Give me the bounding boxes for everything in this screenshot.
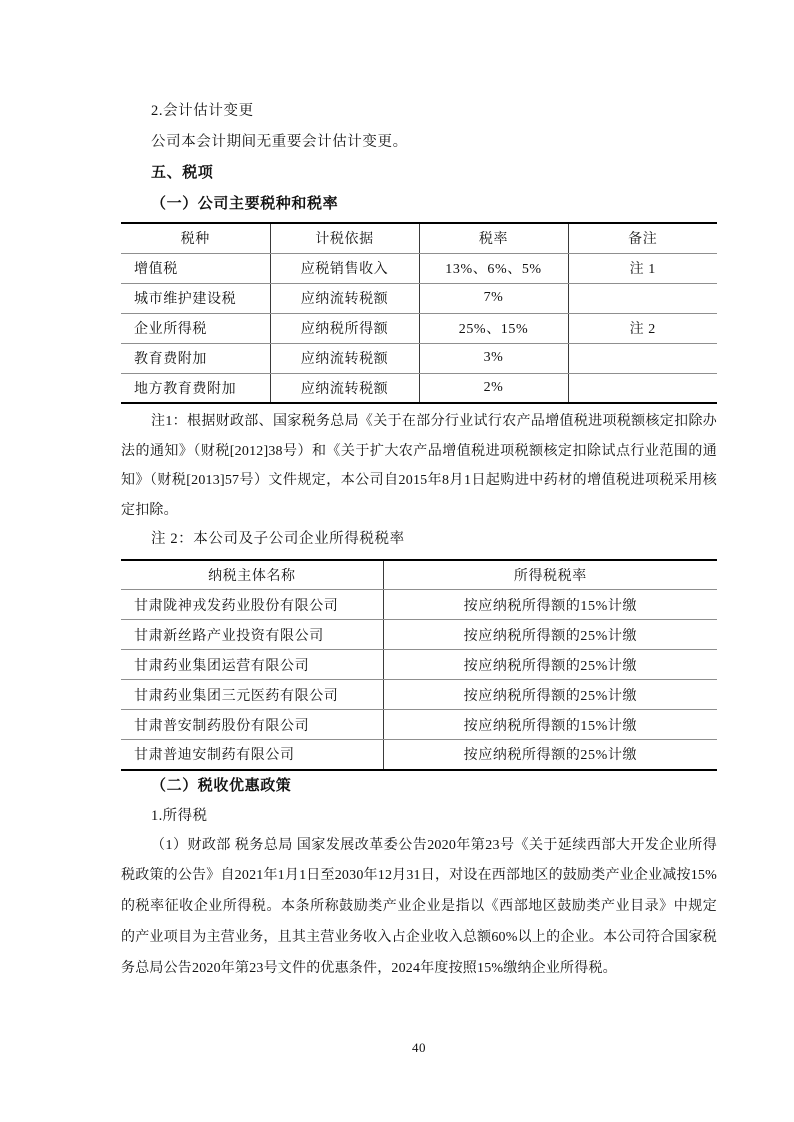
table-cell	[568, 373, 717, 403]
table-cell: 应纳流转税额	[270, 343, 419, 373]
table-cell: 注 2	[568, 313, 717, 343]
table-cell: 按应纳税所得额的25%计缴	[383, 680, 717, 710]
table-cell: 按应纳税所得额的15%计缴	[383, 710, 717, 740]
section-title-taxes: 五、税项	[151, 165, 214, 181]
table-cell: 按应纳税所得额的25%计缴	[383, 650, 717, 680]
table-cell: 应纳税所得额	[270, 313, 419, 343]
table-cell: 甘肃新丝路产业投资有限公司	[121, 620, 383, 650]
table-cell: 注 1	[568, 253, 717, 283]
table-row	[121, 740, 717, 770]
item-title-income-tax: 1.所得税	[151, 807, 208, 824]
table-cell: 2%	[419, 373, 568, 403]
table-cell: 城市维护建设税	[121, 283, 270, 313]
tax-rate-table	[121, 222, 717, 404]
income-tax-table-header-row	[121, 560, 717, 590]
table-cell: 甘肃药业集团运营有限公司	[121, 650, 383, 680]
table-row	[121, 620, 717, 650]
page-number: 40	[412, 1040, 426, 1055]
table-cell: 甘肃药业集团三元医药有限公司	[121, 680, 383, 710]
subsection-title-tax-incentives: （二）税收优惠政策	[151, 777, 292, 794]
note1-paragraph: 注1：根据财政部、国家税务总局《关于在部分行业试行农产品增值税进项税额核定扣除办法的通知》（财税[2012]38号）和《关于扩大农产品增值税进项税额核定扣除试点行业范围的通知》（财税[2013]57号）文件规定，本公司自2015年8月1日起购进中药材的增值税进项税采用核定扣除。	[121, 414, 717, 518]
header-cell-income-tax-rate: 所得税税率	[383, 560, 717, 590]
table-cell	[568, 343, 717, 373]
table-cell: 应纳流转税额	[270, 283, 419, 313]
table-row	[121, 343, 717, 373]
header-cell-remark: 备注	[568, 223, 717, 253]
table-cell: 按应纳税所得额的25%计缴	[383, 740, 717, 770]
table-cell: 25%、15%	[419, 313, 568, 343]
table-cell: 教育费附加	[121, 343, 270, 373]
header-cell-taxpayer-name: 纳税主体名称	[121, 560, 383, 590]
table-row	[121, 313, 717, 343]
tax-rate-table-header-row	[121, 223, 717, 253]
header-cell-tax-basis: 计税依据	[270, 223, 419, 253]
header-cell-tax-rate: 税率	[419, 223, 568, 253]
table-row	[121, 283, 717, 313]
table-row	[121, 590, 717, 620]
table-cell: 7%	[419, 283, 568, 313]
table-row	[121, 680, 717, 710]
table-row	[121, 650, 717, 680]
table-cell: 甘肃普迪安制药有限公司	[134, 748, 295, 764]
intro-line-no-change-statement: 公司本会计期间无重要会计估计变更。	[151, 134, 408, 150]
table-cell: 应纳流转税额	[270, 373, 419, 403]
table-cell: 按应纳税所得额的15%计缴	[383, 590, 717, 620]
header-cell-tax-type: 税种	[121, 223, 270, 253]
table-cell: 增值税	[121, 253, 270, 283]
table-row	[121, 373, 717, 403]
table-cell: 甘肃普安制药股份有限公司	[121, 710, 383, 740]
table-cell: 13%、6%、5%	[419, 253, 568, 283]
table-cell: 企业所得税	[121, 313, 270, 343]
subsection-title-main-taxes: （一）公司主要税种和税率	[151, 196, 339, 212]
income-tax-table	[121, 559, 717, 771]
table-cell	[568, 283, 717, 313]
note2-title: 注 2：本公司及子公司企业所得税税率	[151, 531, 405, 547]
table-cell: 按应纳税所得额的25%计缴	[383, 620, 717, 650]
table-row	[121, 253, 717, 283]
table-cell: 地方教育费附加	[134, 381, 237, 397]
income-tax-policy-paragraph: （1）财政部 税务总局 国家发展改革委公告2020年第23号《关于延续西部大开发企业所得税政策的公告》自2021年1月1日至2030年12月31日，对设在西部地区的鼓励类产业企业减按15%的税率征收企业所得税。本条所称鼓励类产业企业是指以《西部地区鼓励类产业目录》中规定的产业项目为主营业务，且其主营业务收入占企业收入总额60%以上的企业。本公司符合国家税务总局公告2020年第23号文件的优惠条件，2024年度按照15%缴纳企业所得税。	[121, 837, 717, 976]
table-cell: 甘肃陇神戎发药业股份有限公司	[121, 590, 383, 620]
intro-line-accounting-estimate-change: 2.会计估计变更	[151, 103, 254, 119]
table-cell: 3%	[419, 343, 568, 373]
table-cell: 应税销售收入	[270, 253, 419, 283]
table-row	[121, 710, 717, 740]
